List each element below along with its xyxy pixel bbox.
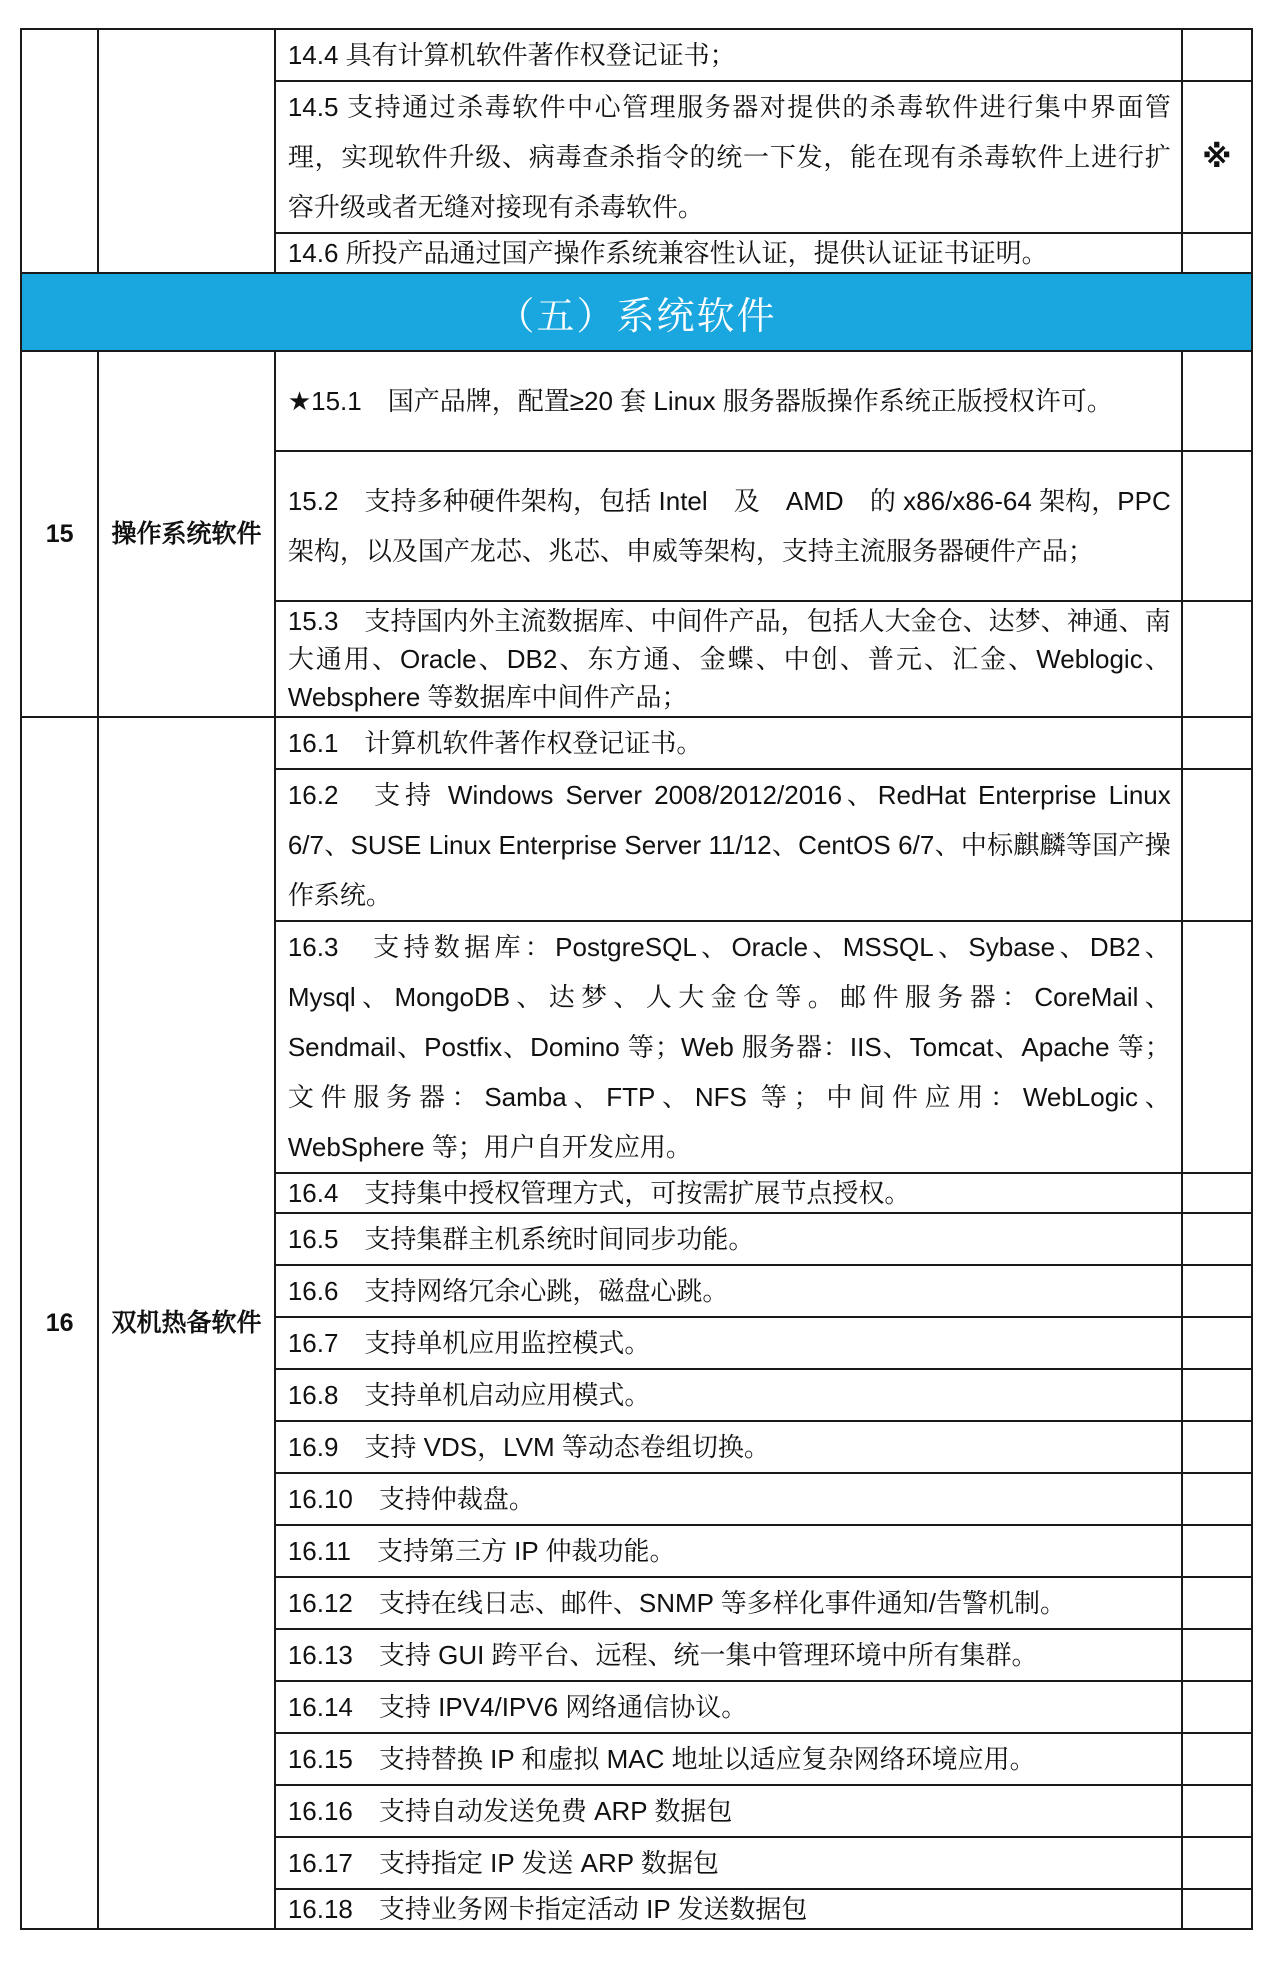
spec-text: 16.2 支持 Windows Server 2008/2012/2016、RedHat Enterprise Linux 6/7、SUSE Linux Enterprise Server 11/12、CentOS 6/7、中标麒麟等国产操作系统。 (275, 769, 1182, 921)
table-row (21, 717, 1252, 769)
mark-cell (1182, 1733, 1252, 1785)
mark-cell (1182, 717, 1252, 769)
mark-cell (1182, 451, 1252, 601)
mark-cell (1182, 769, 1252, 921)
spec-text: 16.11 支持第三方 IP 仲裁功能。 (275, 1525, 1182, 1577)
mark-cell (1182, 1629, 1252, 1681)
spec-text: 15.3 支持国内外主流数据库、中间件产品，包括人大金仓、达梦、神通、南大通用、Oracle、DB2、东方通、金蝶、中创、普元、汇金、Weblogic、Websphere 等数据库中间件产品； (275, 601, 1182, 717)
item-name-cell (98, 29, 275, 273)
mark-cell (1182, 1473, 1252, 1525)
mark-cell (1182, 1369, 1252, 1421)
spec-page (20, 28, 1253, 1930)
item-number-cell (21, 29, 98, 273)
mark-cell (1182, 1577, 1252, 1629)
spec-text: 14.4 具有计算机软件著作权登记证书； (275, 29, 1182, 81)
spec-text: 16.1 计算机软件著作权登记证书。 (275, 717, 1182, 769)
mark-cell (1182, 1889, 1252, 1929)
important-mark: ※ (1182, 81, 1252, 233)
spec-text: 16.12 支持在线日志、邮件、SNMP 等多样化事件通知/告警机制。 (275, 1577, 1182, 1629)
mark-cell (1182, 1213, 1252, 1265)
spec-text: 14.5 支持通过杀毒软件中心管理服务器对提供的杀毒软件进行集中界面管理，实现软件升级、病毒查杀指令的统一下发，能在现有杀毒软件上进行扩容升级或者无缝对接现有杀毒软件。 (275, 81, 1182, 233)
spec-text: 16.17 支持指定 IP 发送 ARP 数据包 (275, 1837, 1182, 1889)
mark-cell (1182, 1837, 1252, 1889)
spec-text: 16.9 支持 VDS，LVM 等动态卷组切换。 (275, 1421, 1182, 1473)
mark-cell (1182, 1265, 1252, 1317)
spec-text: 16.8 支持单机启动应用模式。 (275, 1369, 1182, 1421)
mark-cell (1182, 1525, 1252, 1577)
spec-text: 16.5 支持集群主机系统时间同步功能。 (275, 1213, 1182, 1265)
mark-cell (1182, 233, 1252, 273)
mark-cell (1182, 921, 1252, 1173)
spec-text: 16.4 支持集中授权管理方式，可按需扩展节点授权。 (275, 1173, 1182, 1213)
mark-cell (1182, 29, 1252, 81)
mark-cell (1182, 1317, 1252, 1369)
mark-cell (1182, 1173, 1252, 1213)
item-number: 16 (21, 717, 98, 1929)
item-number: 15 (21, 351, 98, 717)
mark-cell (1182, 601, 1252, 717)
section-header-row (21, 273, 1252, 351)
mark-cell (1182, 1785, 1252, 1837)
spec-text: 14.6 所投产品通过国产操作系统兼容性认证，提供认证证书证明。 (275, 233, 1182, 273)
mark-cell (1182, 1681, 1252, 1733)
table-row (21, 351, 1252, 451)
item-name: 操作系统软件 (98, 351, 275, 717)
spec-text: 16.10 支持仲裁盘。 (275, 1473, 1182, 1525)
spec-text: 15.2 支持多种硬件架构，包括 Intel 及 AMD 的 x86/x86-64 架构，PPC 架构，以及国产龙芯、兆芯、申威等架构，支持主流服务器硬件产品； (275, 451, 1182, 601)
item-name: 双机热备软件 (98, 717, 275, 1929)
spec-text: 16.3 支持数据库：PostgreSQL、Oracle、MSSQL、Sybase、DB2、Mysql、MongoDB、达梦、人大金仓等。邮件服务器：CoreMail、Sendmail、Postfix、Domino 等；Web 服务器：IIS、Tomcat、Apache 等；文件服务器：Samba、FTP、NFS 等；中间件应用：WebLogic、WebSphere 等；用户自开发应用。 (275, 921, 1182, 1173)
mark-cell (1182, 1421, 1252, 1473)
spec-text: 16.7 支持单机应用监控模式。 (275, 1317, 1182, 1369)
spec-text: 16.13 支持 GUI 跨平台、远程、统一集中管理环境中所有集群。 (275, 1629, 1182, 1681)
table-row (21, 29, 1252, 81)
section-title: （五）系统软件 (21, 273, 1252, 351)
spec-text: 16.6 支持网络冗余心跳，磁盘心跳。 (275, 1265, 1182, 1317)
spec-table (20, 28, 1253, 1930)
spec-text: 16.16 支持自动发送免费 ARP 数据包 (275, 1785, 1182, 1837)
spec-text: 16.15 支持替换 IP 和虚拟 MAC 地址以适应复杂网络环境应用。 (275, 1733, 1182, 1785)
mark-cell (1182, 351, 1252, 451)
spec-text: ★15.1 国产品牌，配置≥20 套 Linux 服务器版操作系统正版授权许可。 (275, 351, 1182, 451)
spec-text: 16.14 支持 IPV4/IPV6 网络通信协议。 (275, 1681, 1182, 1733)
spec-text: 16.18 支持业务网卡指定活动 IP 发送数据包 (275, 1889, 1182, 1929)
